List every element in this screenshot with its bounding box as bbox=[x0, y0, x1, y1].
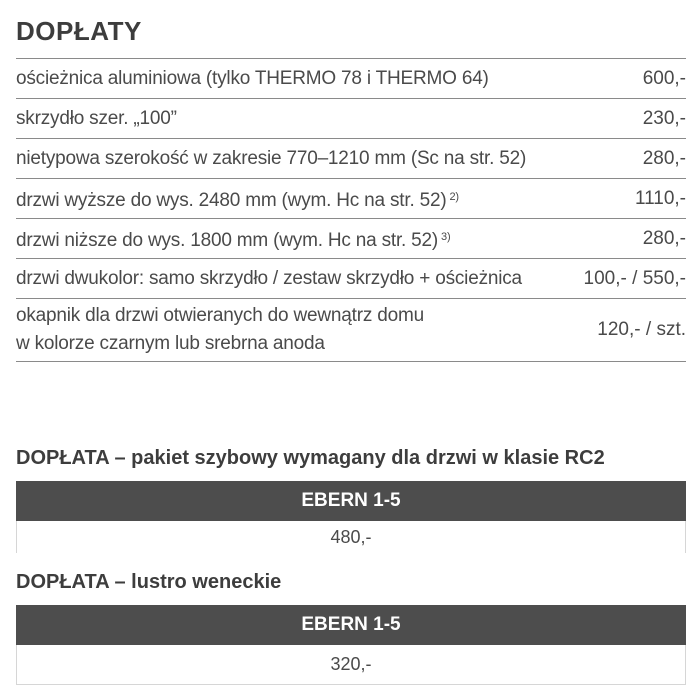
row-price: 100,- / 550,- bbox=[583, 267, 686, 289]
table-row bbox=[16, 58, 686, 98]
row-label: nietypowa szerokość w zakresie 770–1210 mm (Sc na str. 52) bbox=[16, 147, 527, 169]
row-label: ościeżnica aluminiowa (tylko THERMO 78 i THERMO 64) bbox=[16, 67, 489, 89]
surcharge-table bbox=[16, 58, 686, 362]
row-price: 1110,- bbox=[634, 187, 686, 209]
table-row bbox=[16, 178, 686, 218]
row-price: 280,- bbox=[642, 227, 686, 249]
row-label-text: drzwi niższe do wys. 1800 mm (wym. Hc na str. 52) bbox=[16, 229, 439, 251]
row-label bbox=[16, 183, 459, 215]
page-title: DOPŁATY bbox=[16, 16, 142, 46]
table-row bbox=[16, 218, 686, 258]
row-label bbox=[16, 223, 450, 255]
table-row bbox=[16, 138, 686, 178]
table-row bbox=[16, 258, 686, 298]
row-label: drzwi dwukolor: samo skrzydło / zestaw skrzydło + ościeżnica bbox=[16, 267, 522, 289]
footnote-marker: 2) bbox=[449, 190, 459, 203]
row-price: 280,- bbox=[642, 147, 686, 169]
mirror-title: DOPŁATA – lustro weneckie bbox=[16, 571, 282, 593]
table-row bbox=[16, 98, 686, 138]
row-price: 120,- / szt. bbox=[597, 319, 686, 340]
glass-package-header: EBERN 1-5 bbox=[16, 481, 686, 521]
table-row bbox=[16, 298, 686, 362]
row-label bbox=[16, 302, 424, 358]
row-price: 230,- bbox=[642, 107, 686, 129]
mirror-header: EBERN 1-5 bbox=[16, 605, 686, 645]
footnote-marker: 3) bbox=[441, 230, 451, 243]
row-label-text: drzwi wyższe do wys. 2480 mm (wym. Hc na str. 52) bbox=[16, 189, 447, 211]
mirror-value: 320,- bbox=[16, 645, 686, 685]
glass-package-value: 480,- bbox=[16, 521, 686, 553]
row-label-line: okapnik dla drzwi otwieranych do wewnątrz domu bbox=[16, 305, 424, 326]
row-label: skrzydło szer. „100” bbox=[16, 107, 177, 129]
row-label-line: w kolorze czarnym lub srebrna anoda bbox=[16, 333, 325, 354]
row-price: 600,- bbox=[642, 67, 686, 89]
glass-package-title: DOPŁATA – pakiet szybowy wymagany dla drzwi w klasie RC2 bbox=[16, 447, 605, 469]
